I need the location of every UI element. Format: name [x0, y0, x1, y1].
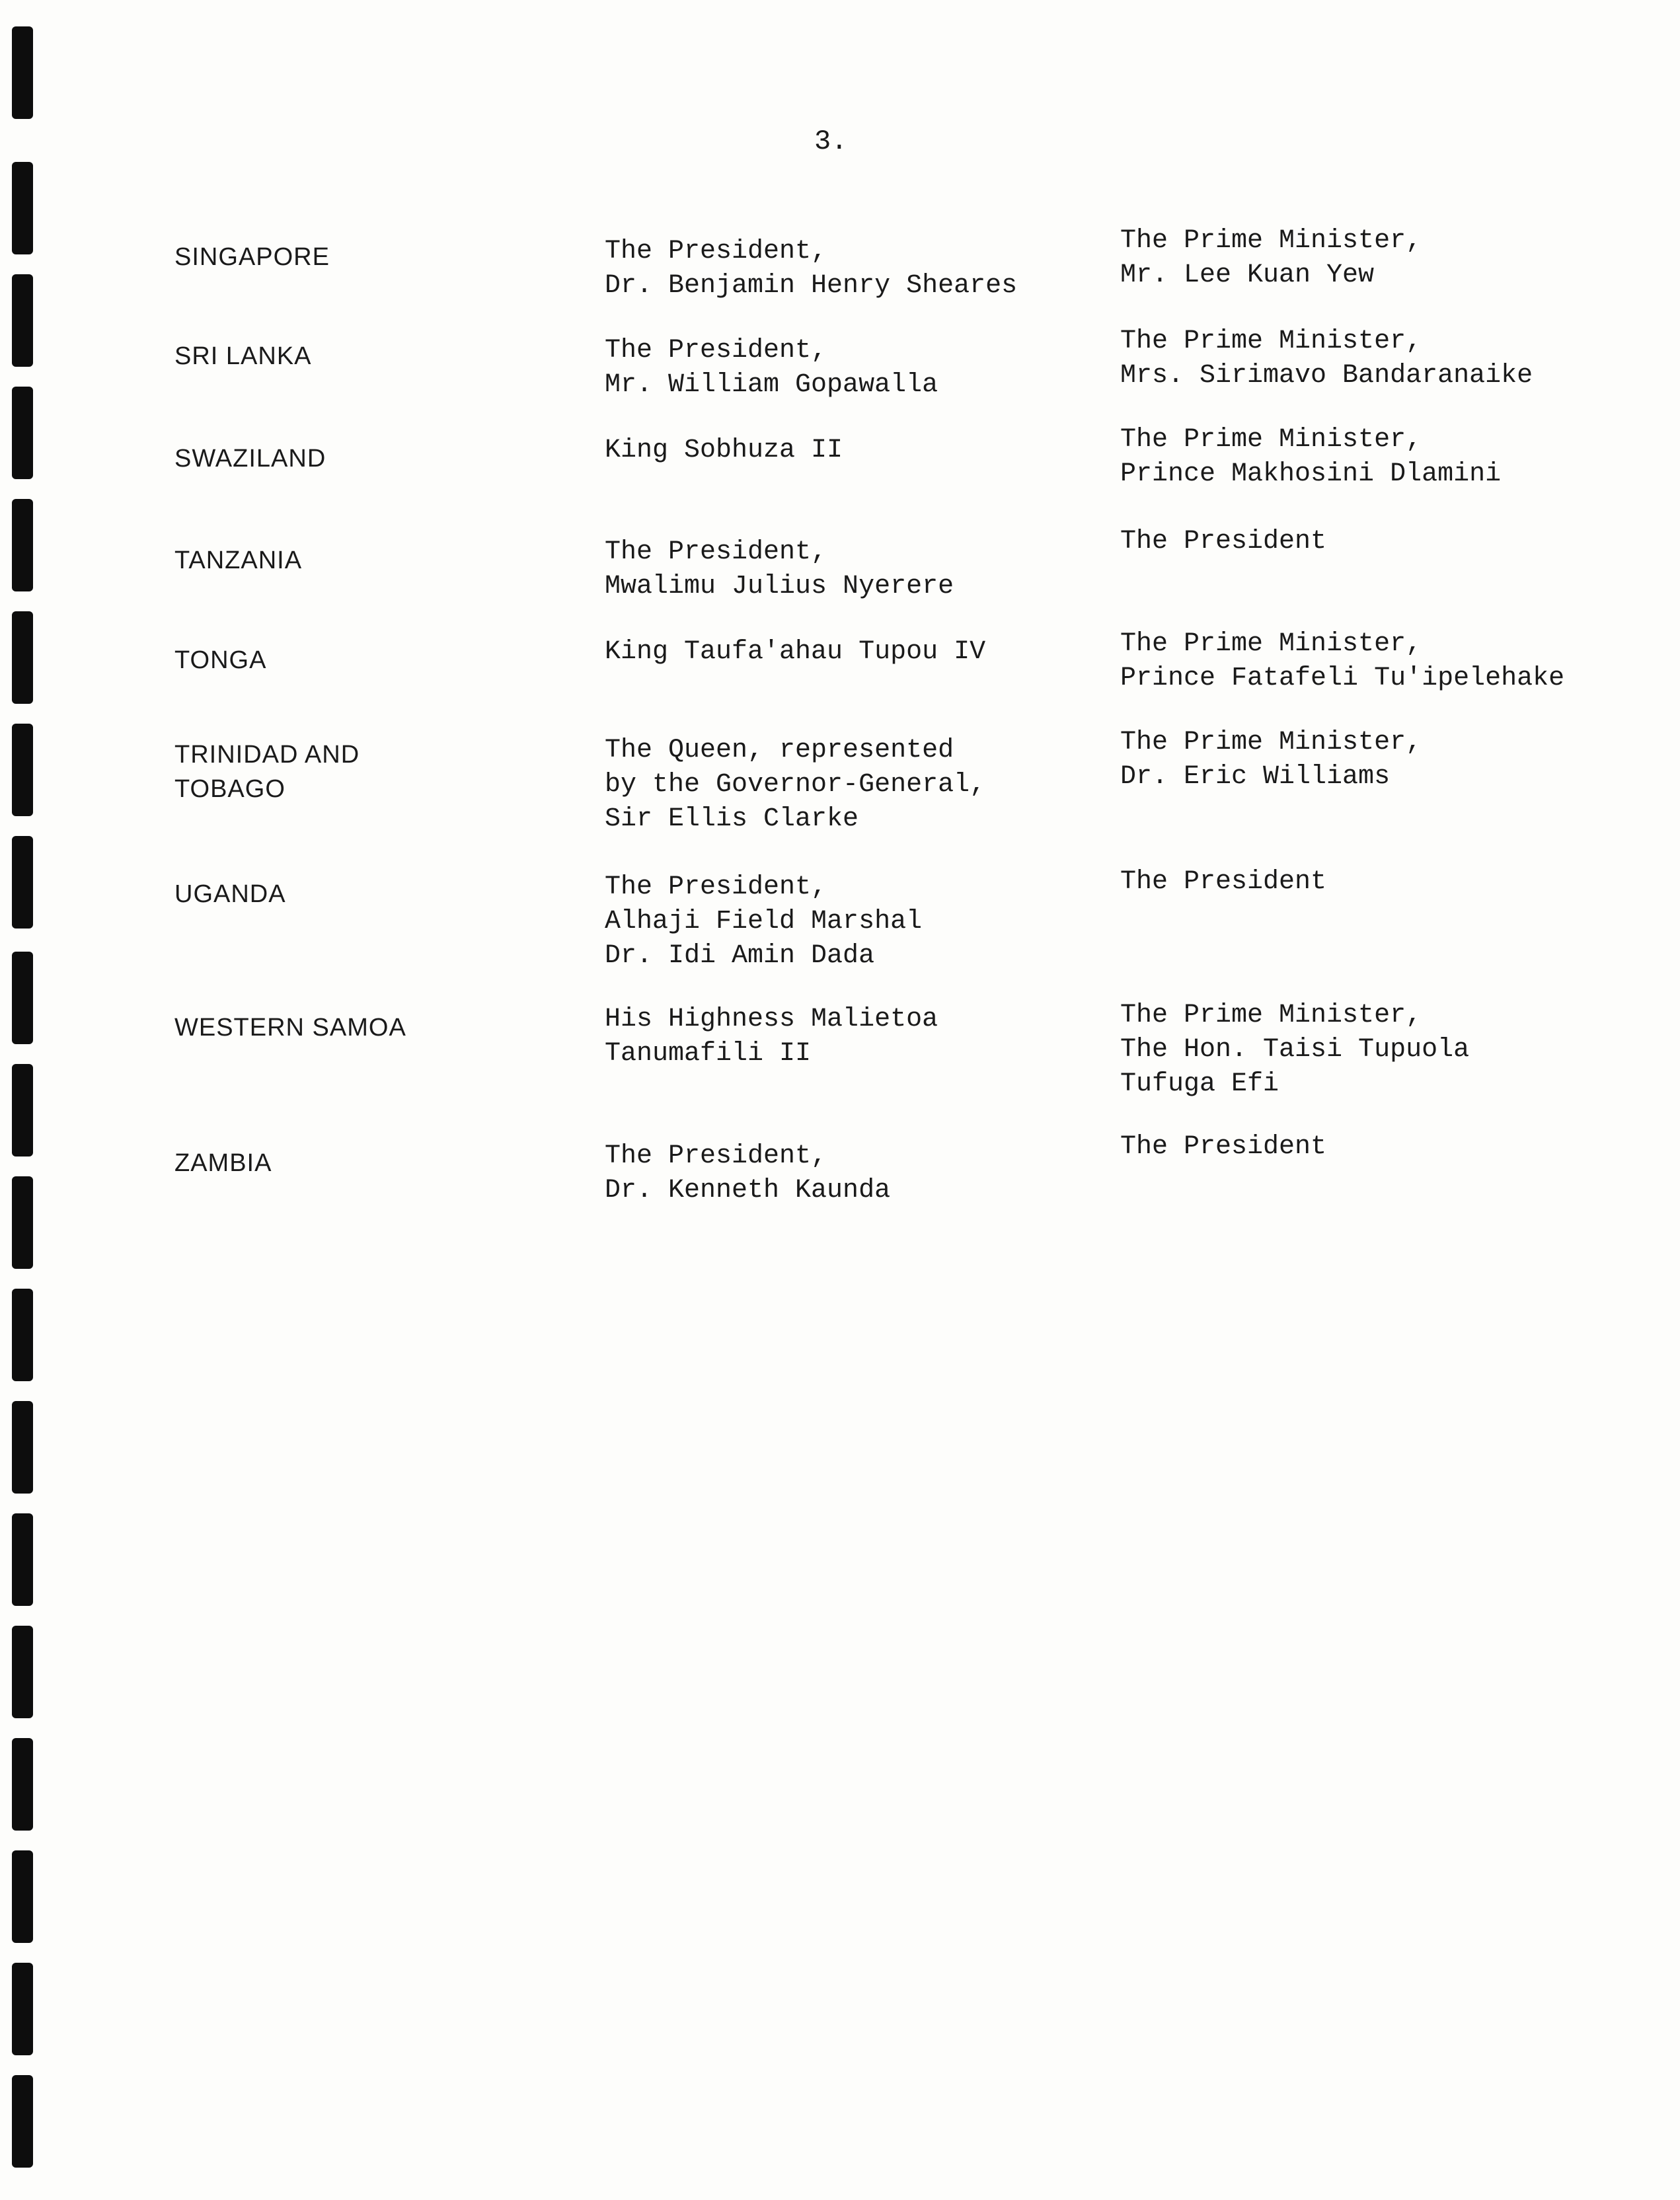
head-of-state: King Taufa'ahau Tupou IV: [605, 637, 986, 667]
head-of-government: The Prime Minister, Mr. Lee Kuan Yew: [1120, 226, 1422, 290]
punch-hole-icon: [12, 1963, 33, 2055]
country-name: WESTERN SAMOA: [174, 1014, 406, 1042]
head-of-government: The Prime Minister, Prince Makhosini Dlamini: [1120, 425, 1502, 489]
page-number: 3.: [814, 126, 848, 157]
punch-hole-icon: [12, 1289, 33, 1381]
country-name: UGANDA: [174, 880, 286, 908]
punch-hole-icon: [12, 724, 33, 816]
head-of-state: The Queen, represented by the Governor-General, Sir Ellis Clarke: [605, 736, 986, 834]
head-of-government: The Prime Minister, The Hon. Taisi Tupuola Tufuga Efi: [1120, 1001, 1470, 1099]
head-of-government: The President: [1120, 1132, 1327, 1162]
punch-hole-icon: [12, 1626, 33, 1718]
punch-hole-icon: [12, 611, 33, 704]
punch-hole-icon: [12, 1401, 33, 1494]
country-name: TRINIDAD AND TOBAGO: [174, 741, 360, 803]
head-of-government: The Prime Minister, Prince Fatafeli Tu'ipelehake: [1120, 629, 1565, 693]
binder-punch-marks: [12, 0, 38, 2200]
punch-hole-icon: [12, 1064, 33, 1157]
punch-hole-icon: [12, 26, 33, 119]
head-of-state: His Highness Malietoa Tanumafili II: [605, 1005, 938, 1069]
head-of-state: The President, Dr. Kenneth Kaunda: [605, 1141, 891, 1205]
punch-hole-icon: [12, 1738, 33, 1831]
country-name: ZAMBIA: [174, 1149, 272, 1177]
punch-hole-icon: [12, 836, 33, 929]
head-of-state: The President, Mwalimu Julius Nyerere: [605, 537, 954, 601]
punch-hole-icon: [12, 1176, 33, 1269]
punch-hole-icon: [12, 1850, 33, 1943]
head-of-state: The President, Alhaji Field Marshal Dr. Idi Amin Dada: [605, 872, 923, 971]
punch-hole-icon: [12, 162, 33, 254]
head-of-government: The President: [1120, 867, 1327, 897]
punch-hole-icon: [12, 274, 33, 367]
country-name: SWAZILAND: [174, 445, 326, 473]
head-of-government: The Prime Minister, Dr. Eric Williams: [1120, 728, 1422, 792]
country-name: SINGAPORE: [174, 243, 330, 271]
punch-hole-icon: [12, 952, 33, 1044]
country-name: SRI LANKA: [174, 342, 312, 370]
head-of-state: King Sobhuza II: [605, 436, 843, 465]
punch-hole-icon: [12, 499, 33, 591]
head-of-state: The President, Mr. William Gopawalla: [605, 336, 938, 400]
head-of-government: The Prime Minister, Mrs. Sirimavo Bandaranaike: [1120, 326, 1533, 391]
punch-hole-icon: [12, 1513, 33, 1606]
punch-hole-icon: [12, 387, 33, 479]
country-name: TONGA: [174, 646, 267, 674]
punch-hole-icon: [12, 2075, 33, 2168]
head-of-government: The President: [1120, 527, 1327, 556]
country-name: TANZANIA: [174, 547, 303, 574]
head-of-state: The President, Dr. Benjamin Henry Sheares: [605, 237, 1018, 301]
